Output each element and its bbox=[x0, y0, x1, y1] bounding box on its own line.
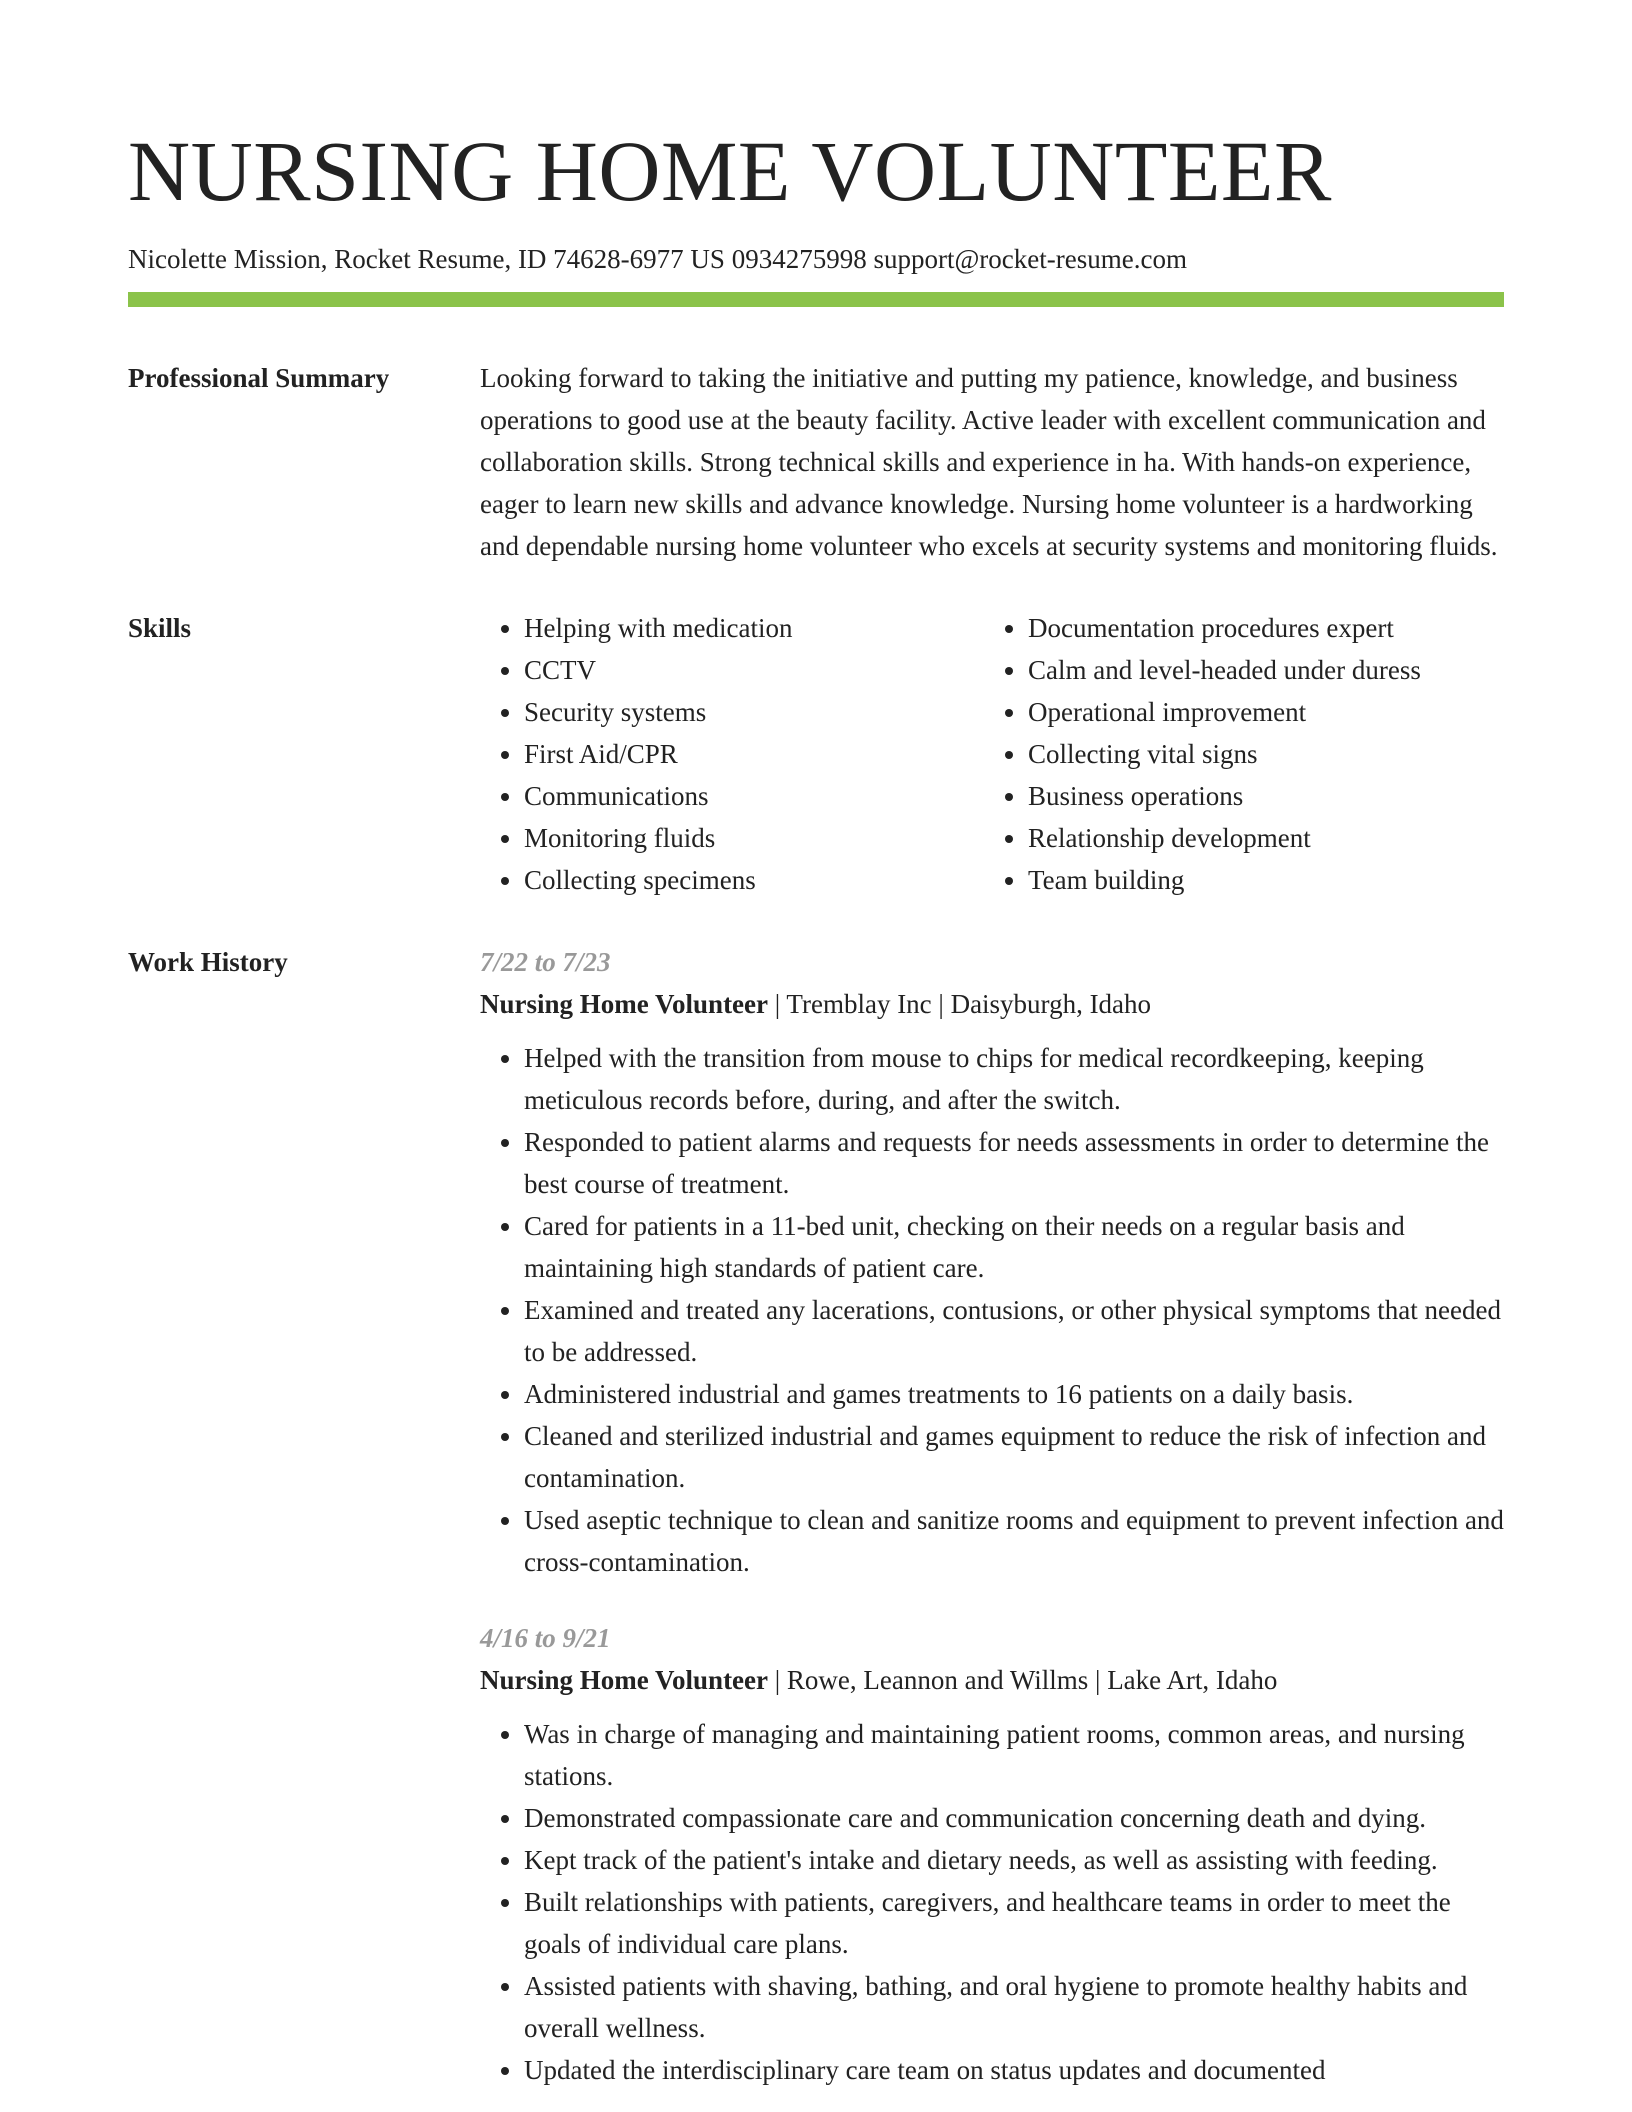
list-item: • Helped with the transition from mouse to chips for medical recordkeeping, keeping meticulous records before, during, and after the switch. bbox=[524, 1037, 1504, 1121]
job-bullets bbox=[480, 1037, 1504, 1583]
job-dates: 4/16 to 9/21 bbox=[480, 1623, 611, 1653]
skills-section bbox=[128, 607, 1504, 901]
list-item: • Assisted patients with shaving, bathing, and oral hygiene to promote healthy habits and overall wellness. bbox=[524, 1965, 1504, 2049]
list-item: • Cared for patients in a 11-bed unit, checking on their needs on a regular basis and maintaining high standards of patient care. bbox=[524, 1205, 1504, 1289]
summary-heading: Professional Summary bbox=[128, 363, 390, 393]
job-heading bbox=[480, 1659, 1504, 1701]
list-item: • Was in charge of managing and maintaining patient rooms, common areas, and nursing stations. bbox=[524, 1713, 1504, 1797]
list-item: • Updated the interdisciplinary care team on status updates and documented bbox=[524, 2049, 1504, 2091]
job-heading bbox=[480, 983, 1504, 1025]
job-title: Nursing Home Volunteer bbox=[480, 989, 769, 1019]
job-details: | Rowe, Leannon and Willms | Lake Art, Idaho bbox=[768, 1665, 1278, 1695]
list-item: • Kept track of the patient's intake and dietary needs, as well as assisting with feeding. bbox=[524, 1839, 1504, 1881]
skill-item: • Operational improvement bbox=[1028, 691, 1528, 733]
skill-item: • Relationship development bbox=[1028, 817, 1528, 859]
skill-item: • Documentation procedures expert bbox=[1028, 607, 1528, 649]
list-item: • Administered industrial and games treatments to 16 patients on a daily basis. bbox=[524, 1373, 1504, 1415]
job-dates: 7/22 to 7/23 bbox=[480, 947, 611, 977]
skill-item: • First Aid/CPR bbox=[524, 733, 984, 775]
list-item: • Responded to patient alarms and requests for needs assessments in order to determine the best course of treatment. bbox=[524, 1121, 1504, 1205]
work-history-heading: Work History bbox=[128, 947, 288, 977]
skill-item: • Team building bbox=[1028, 859, 1528, 901]
job-title: Nursing Home Volunteer bbox=[480, 1665, 769, 1695]
summary-text: Looking forward to taking the initiative and putting my patience, knowledge, and business operations to good use at the beauty facility. Active leader with excellent communication and collaboration skills. Strong technical skills and experience in ha. With hands-on experience, eager to learn new skills and advance knowledge. Nursing home volunteer is a hardworking and dependable nursing home volunteer who excels at security systems and monitoring fluids. bbox=[480, 363, 1498, 561]
skill-item: • Helping with medication bbox=[524, 607, 984, 649]
page-title: NURSING HOME VOLUNTEER bbox=[128, 123, 1332, 219]
skill-item: • Communications bbox=[524, 775, 984, 817]
summary-section bbox=[128, 357, 1504, 567]
skills-list-left bbox=[480, 607, 984, 901]
resume-page bbox=[128, 0, 1504, 2091]
skill-item: • Collecting vital signs bbox=[1028, 733, 1528, 775]
job-entry bbox=[480, 941, 1504, 1583]
skills-heading: Skills bbox=[128, 613, 192, 643]
job-bullets bbox=[480, 1713, 1504, 2091]
list-item: • Examined and treated any lacerations, contusions, or other physical symptoms that needed to be addressed. bbox=[524, 1289, 1504, 1373]
skill-item: • CCTV bbox=[524, 649, 984, 691]
job-entry bbox=[480, 1617, 1504, 2091]
skill-item: • Monitoring fluids bbox=[524, 817, 984, 859]
list-item: • Used aseptic technique to clean and sanitize rooms and equipment to prevent infection and cross-contamination. bbox=[524, 1499, 1504, 1583]
list-item: • Cleaned and sterilized industrial and games equipment to reduce the risk of infection and contamination. bbox=[524, 1415, 1504, 1499]
contact-line: Nicolette Mission, Rocket Resume, ID 74628-6977 US 0934275998 support@rocket-resume.com bbox=[128, 244, 1187, 274]
list-item: • Demonstrated compassionate care and communication concerning death and dying. bbox=[524, 1797, 1504, 1839]
skill-item: • Security systems bbox=[524, 691, 984, 733]
job-details: | Tremblay Inc | Daisyburgh, Idaho bbox=[768, 989, 1152, 1019]
skills-list-right bbox=[984, 607, 1528, 901]
work-history-section bbox=[128, 941, 1504, 2091]
skill-item: • Collecting specimens bbox=[524, 859, 984, 901]
skill-item: • Business operations bbox=[1028, 775, 1528, 817]
skill-item: • Calm and level-headed under duress bbox=[1028, 649, 1528, 691]
list-item: • Built relationships with patients, caregivers, and healthcare teams in order to meet the goals of individual care plans. bbox=[524, 1881, 1504, 1965]
header-divider bbox=[128, 292, 1504, 307]
